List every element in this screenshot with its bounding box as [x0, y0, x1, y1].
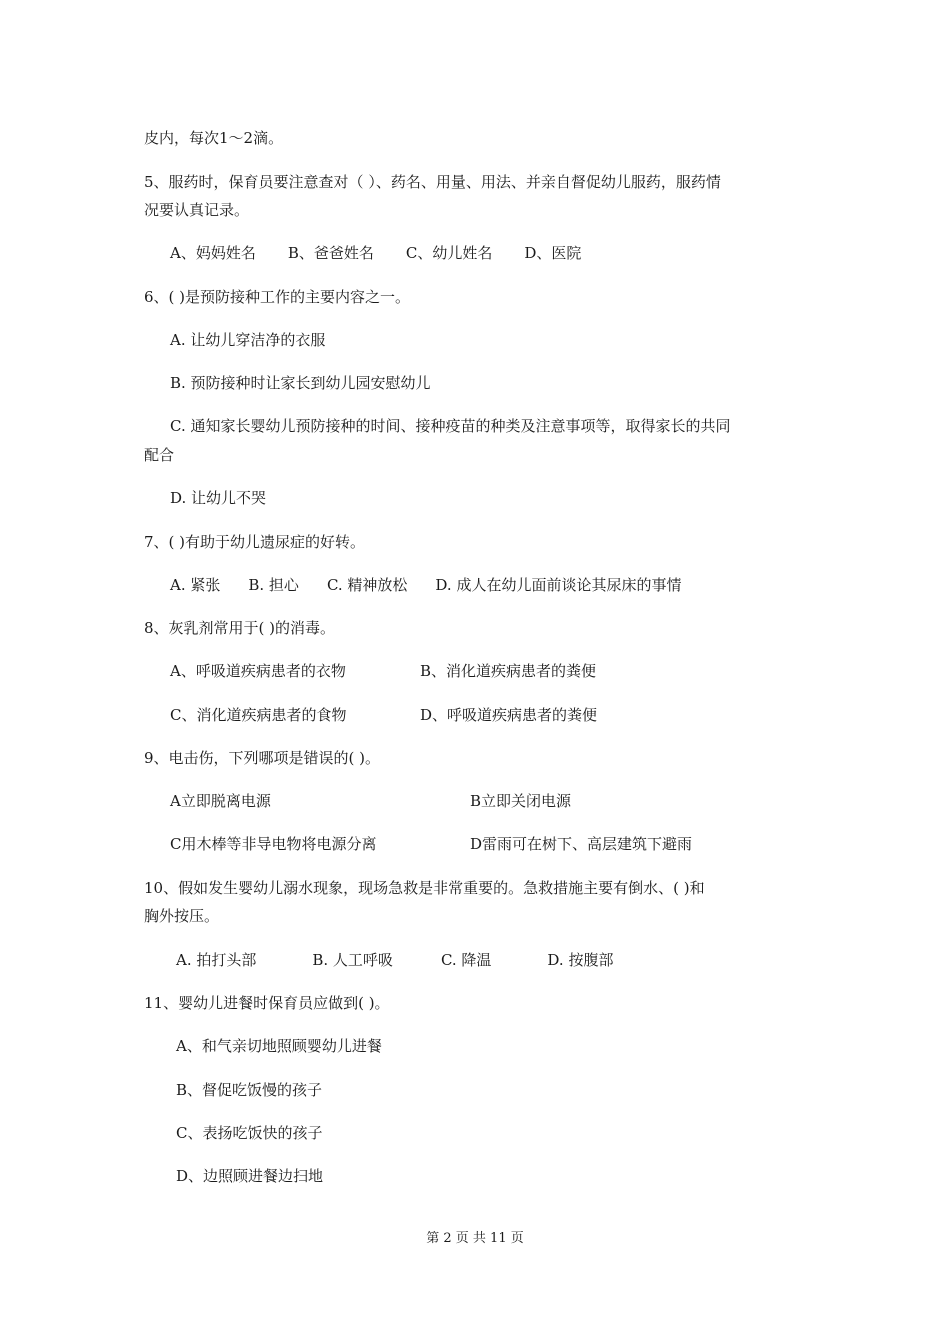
question-5: 5、服药时，保育员要注意查对（ ）、药名、用量、用法、并亲自督促幼儿服药，服药情 — [144, 173, 721, 191]
question-11-option-b: B、督促吃饭慢的孩子 — [176, 1081, 323, 1099]
question-10: 10、假如发生婴幼儿溺水现象，现场急救是非常重要的。急救措施主要有倒水、( )和 — [144, 879, 705, 897]
question-6-option-c: C. 通知家长婴幼儿预防接种的时间、接种疫苗的种类及注意事项等，取得家长的共同 — [170, 417, 731, 435]
question-7: 7、( )有助于幼儿遗尿症的好转。 — [144, 533, 366, 551]
question-8-option-a: A、呼吸道疾病患者的衣物 — [170, 662, 346, 680]
option: B、爸爸姓名 — [287, 244, 374, 262]
option: D. 按腹部 — [547, 951, 614, 969]
option: C. 精神放松 — [326, 576, 408, 594]
option: A. 紧张 — [170, 576, 221, 594]
question-9-option-b: B立即关闭电源 — [470, 792, 572, 810]
option: B. 人工呼吸 — [312, 951, 393, 969]
question-5-options — [170, 243, 581, 263]
question-11: 11、婴幼儿进餐时保育员应做到( )。 — [144, 994, 390, 1012]
question-11-option-a: A、和气亲切地照顾婴幼儿进餐 — [176, 1037, 382, 1055]
question-9-option-c: C用木棒等非导电物将电源分离 — [170, 835, 377, 853]
option: C. 降温 — [440, 951, 492, 969]
question-8-option-d: D、呼吸道疾病患者的粪便 — [420, 706, 598, 724]
question-5-cont: 况要认真记录。 — [144, 201, 250, 219]
option: A、妈妈姓名 — [170, 244, 256, 262]
question-8-option-c: C、消化道疾病患者的食物 — [170, 706, 347, 724]
question-8: 8、灰乳剂常用于( )的消毒。 — [144, 619, 336, 637]
question-9: 9、电击伤，下列哪项是错误的( )。 — [144, 749, 381, 767]
option: D、医院 — [524, 244, 582, 262]
question-6-option-d: D. 让幼儿不哭 — [170, 489, 267, 507]
text-line: 皮内，每次1～2滴。 — [144, 129, 284, 147]
question-10-options — [176, 950, 613, 970]
page-footer: 第 2 页 共 11 页 — [426, 1231, 524, 1246]
question-11-option-c: C、表扬吃饭快的孩子 — [176, 1124, 323, 1142]
question-6-option-a: A. 让幼儿穿洁净的衣服 — [170, 331, 326, 349]
question-7-options — [170, 575, 681, 595]
question-6-option-b: B. 预防接种时让家长到幼儿园安慰幼儿 — [170, 374, 431, 392]
question-9-option-d: D雷雨可在树下、高层建筑下避雨 — [470, 835, 693, 853]
option: C、幼儿姓名 — [405, 244, 493, 262]
option: D. 成人在幼儿面前谈论其尿床的事情 — [435, 576, 682, 594]
option: A. 拍打头部 — [176, 951, 257, 969]
option: B. 担心 — [248, 576, 299, 594]
question-6: 6、( )是预防接种工作的主要内容之一。 — [144, 288, 411, 306]
question-10-cont: 胸外按压。 — [144, 907, 220, 925]
question-8-option-b: B、消化道疾病患者的粪便 — [420, 662, 597, 680]
question-9-option-a: A立即脱离电源 — [170, 792, 271, 810]
question-11-option-d: D、边照顾进餐边扫地 — [176, 1167, 324, 1185]
question-6-option-c-cont: 配合 — [144, 446, 175, 464]
